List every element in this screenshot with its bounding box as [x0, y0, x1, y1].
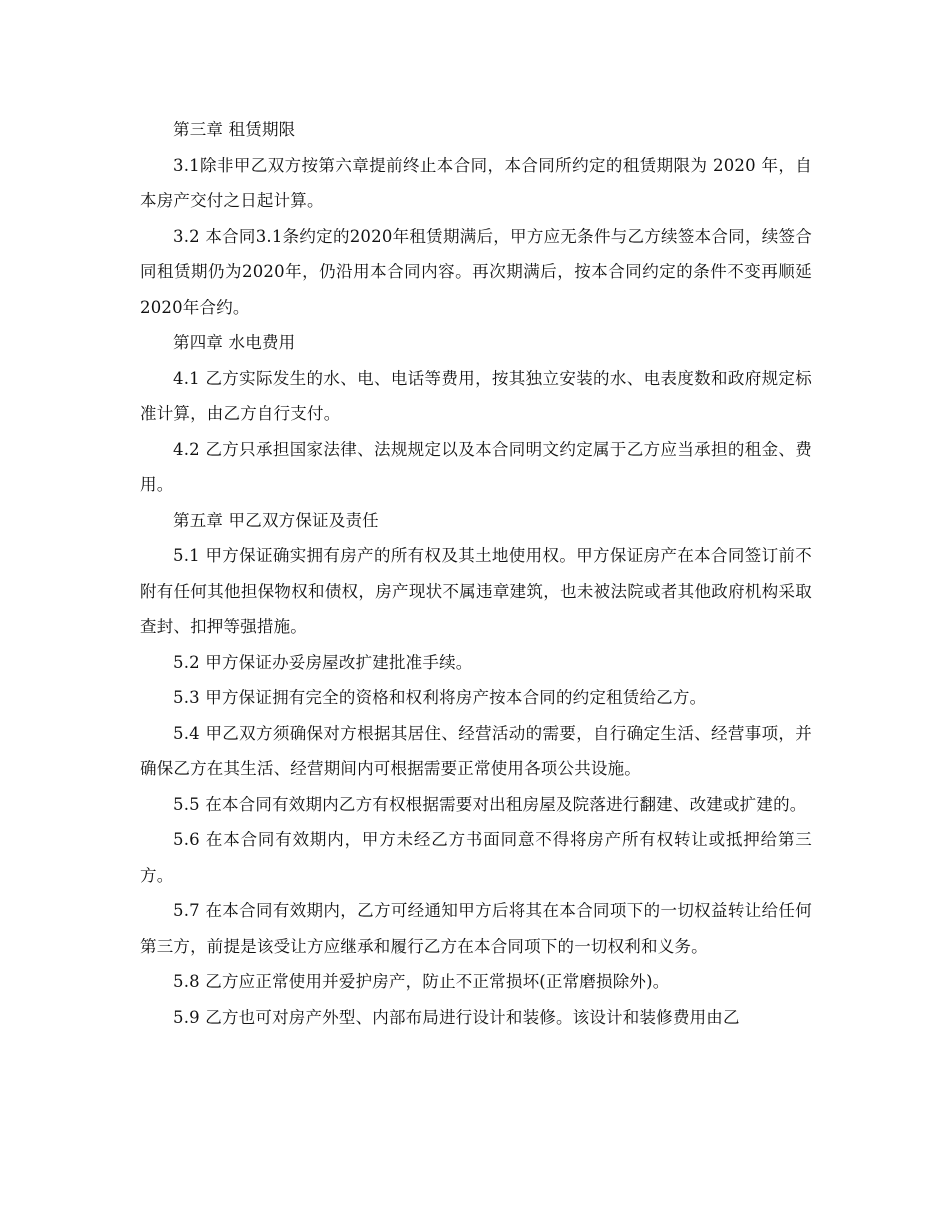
clause-5-1: 5.1 甲方保证确实拥有房产的所有权及其土地使用权。甲方保证房产在本合同签订前不附有任何其他担保物权和债权，房产现状不属违章建筑，也未被法院或者其他政府机构采取查封、扣押等强措施。 — [140, 546, 812, 636]
clause-5-3: 5.3 甲方保证拥有完全的资格和权利将房产按本合同的约定租赁给乙方。 — [173, 688, 707, 707]
clause-5-4: 5.4 甲乙双方须确保对方根据其居住、经营活动的需要，自行确定生活、经营事项，并确保乙方在其生活、经营期间内可根据需要正常使用各项公共设施。 — [140, 723, 812, 778]
document-body — [140, 112, 812, 1035]
clause-3-2: 3.2 本合同3.1条约定的2020年租赁期满后，甲方应无条件与乙方续签本合同，续签合同租赁期仍为2020年，仍沿用本合同内容。再次期满后，按本合同约定的条件不变再顺延2020年合约。 — [140, 226, 812, 317]
clause-3-1: 3.1除非甲乙双方按第六章提前终止本合同，本合同所约定的租赁期限为 2020 年，自本房产交付之日起计算。 — [140, 155, 812, 210]
clause-5-6: 5.6 在本合同有效期内，甲方未经乙方书面同意不得将房产所有权转让或抵押给第三方。 — [140, 830, 812, 885]
clause-5-5: 5.5 在本合同有效期内乙方有权根据需要对出租房屋及院落进行翻建、改建或扩建的。 — [173, 794, 807, 814]
chapter-5-heading: 第五章 甲乙双方保证及责任 — [173, 510, 379, 530]
clause-4-2: 4.2 乙方只承担国家法律、法规规定以及本合同明文约定属于乙方应当承担的租金、费用。 — [140, 439, 812, 494]
clause-5-2: 5.2 甲方保证办妥房屋改扩建批准手续。 — [173, 652, 473, 672]
chapter-4-heading: 第四章 水电费用 — [173, 333, 296, 352]
clause-5-7: 5.7 在本合同有效期内，乙方可经通知甲方后将其在本合同项下的一切权益转让给任何第三方，前提是该受让方应继承和履行乙方在本合同项下的一切权利和义务。 — [140, 901, 812, 956]
chapter-3-heading: 第三章 租赁期限 — [173, 120, 296, 139]
clause-4-1: 4.1 乙方实际发生的水、电、电话等费用，按其独立安装的水、电表度数和政府规定标准计算，由乙方自行支付。 — [140, 368, 812, 423]
clause-5-8: 5.8 乙方应正常使用并爱护房产，防止不正常损坏(正常磨损除外)。 — [173, 972, 670, 991]
clause-5-9: 5.9 乙方也可对房产外型、内部布局进行设计和装修。该设计和装修费用由乙 — [173, 1007, 740, 1027]
